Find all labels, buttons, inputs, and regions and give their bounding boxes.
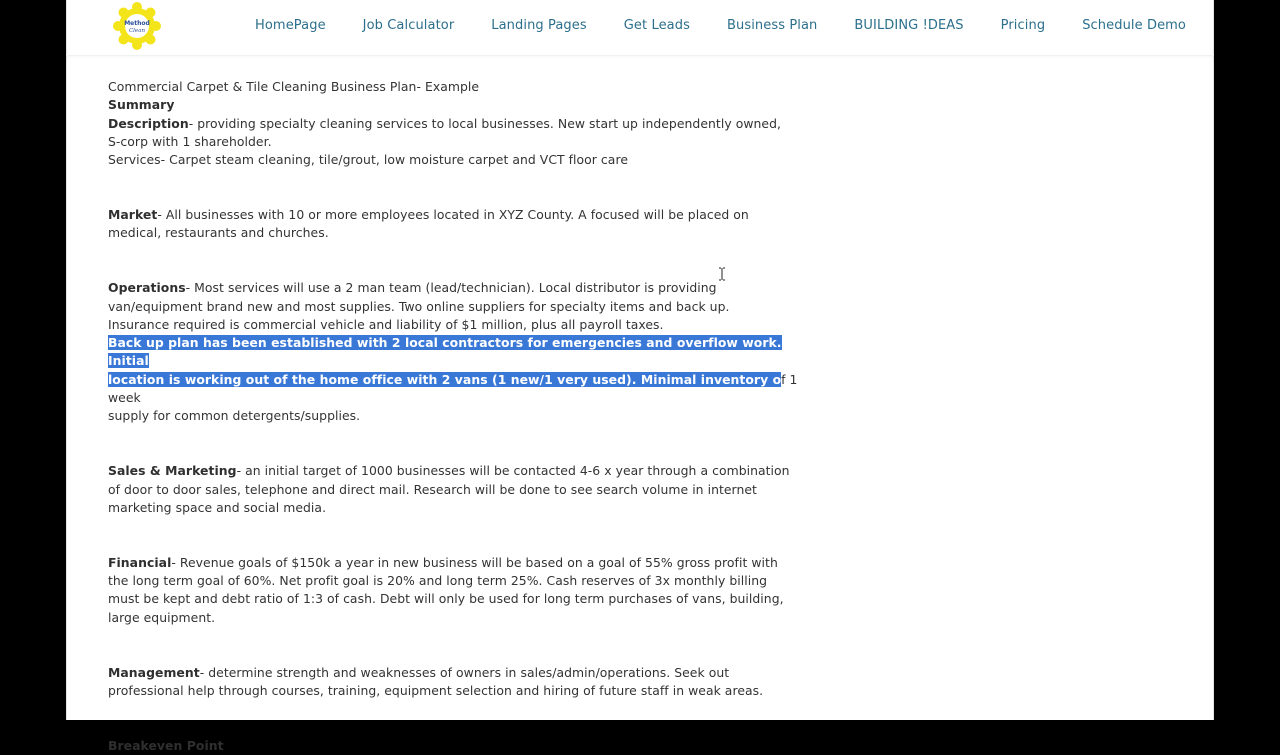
description-label: Description	[108, 115, 189, 131]
nav-schedule-demo[interactable]: Schedule Demo	[1082, 18, 1186, 33]
nav-get-leads[interactable]: Get Leads	[623, 18, 690, 33]
description-line2: S-corp with 1 shareholder.	[108, 133, 272, 149]
financial-line2: the long term goal of 60%. Net profit goal is 20% and long term 25%. Cash reserves of 3x monthly billing	[108, 573, 768, 589]
selected-text[interactable]: location is working out of the home office with 2 vans (1 new/1 very used). Minimal inventory o	[108, 371, 782, 387]
operations-line5[interactable]: location is working out of the home office with 2 vans (1 new/1 very used). Minimal inventory of 1 week	[108, 371, 798, 406]
operations-line1: Operations- Most services will use a 2 man team (lead/technician). Local distributor is providing	[108, 280, 717, 296]
summary-heading: Summary	[108, 97, 175, 113]
nav-business-plan[interactable]: Business Plan	[726, 18, 818, 33]
financial-line4: large equipment.	[108, 609, 216, 625]
site-header	[66, 0, 1214, 56]
page-border-left	[66, 0, 67, 720]
main-nav	[255, 18, 1186, 38]
business-plan-content	[108, 78, 808, 755]
financial-line1: Financial- Revenue goals of $150k a year in new business will be based on a goal of 55% gross profit with	[108, 554, 778, 570]
financial-label: Financial	[108, 554, 172, 570]
text-cursor-icon	[718, 266, 726, 280]
sales-line1: Sales & Marketing- an initial target of 1000 businesses will be contacted 4-6 x year through a combination	[108, 463, 790, 479]
page	[66, 0, 1214, 753]
sales-line2: of door to door sales, telephone and direct mail. Research will be done to see search volume in internet	[108, 481, 757, 497]
operations-line2: van/equipment brand new and most supplies. Two online suppliers for specialty items and back up.	[108, 298, 730, 314]
svg-text:Method: Method	[124, 20, 150, 27]
management-line1: Management- determine strength and weaknesses of owners in sales/admin/operations. Seek out	[108, 664, 730, 680]
nav-job-calculator[interactable]: Job Calculator	[362, 18, 455, 33]
page-border-right	[1213, 0, 1214, 720]
breakeven-heading: Breakeven Point	[108, 737, 224, 753]
selected-text[interactable]: Back up plan has been established with 2 local contractors for emergencies and overflow work. Initial	[108, 335, 782, 369]
nav-building-ideas[interactable]: BUILDING !DEAS	[854, 18, 964, 33]
nav-landing-pages[interactable]: Landing Pages	[491, 18, 587, 33]
nav-homepage[interactable]: HomePage	[255, 18, 326, 33]
management-label: Management	[108, 664, 200, 680]
financial-line3: must be kept and debt ratio of 1:3 of cash. Debt will only be used for long term purchases of vans, building,	[108, 591, 784, 607]
nav-pricing[interactable]: Pricing	[1000, 18, 1046, 33]
market-label: Market	[108, 207, 158, 223]
svg-text:Clean: Clean	[128, 28, 146, 34]
sales-label: Sales & Marketing	[108, 463, 237, 479]
market-line1: Market- All businesses with 10 or more employees located in XYZ County. A focused will be placed on	[108, 207, 749, 223]
sales-line3: marketing space and social media.	[108, 499, 327, 515]
operations-line4[interactable]	[108, 334, 808, 371]
operations-line3: Insurance required is commercial vehicle and liability of $1 million, plus all payroll taxes.	[108, 316, 664, 332]
operations-label: Operations	[108, 280, 186, 296]
services-line: Services- Carpet steam cleaning, tile/grout, low moisture carpet and VCT floor care	[108, 152, 628, 168]
method-clean-logo[interactable]	[112, 2, 162, 50]
operations-line6: supply for common detergents/supplies.	[108, 408, 361, 424]
description-line1: Description- providing specialty cleaning services to local businesses. New start up independently owned,	[108, 115, 781, 131]
management-line2: professional help through courses, training, equipment selection and hiring of future staff in weak areas.	[108, 682, 764, 698]
market-line2: medical, restaurants and churches.	[108, 225, 329, 241]
doc-title: Commercial Carpet & Tile Cleaning Business Plan- Example	[108, 79, 480, 94]
